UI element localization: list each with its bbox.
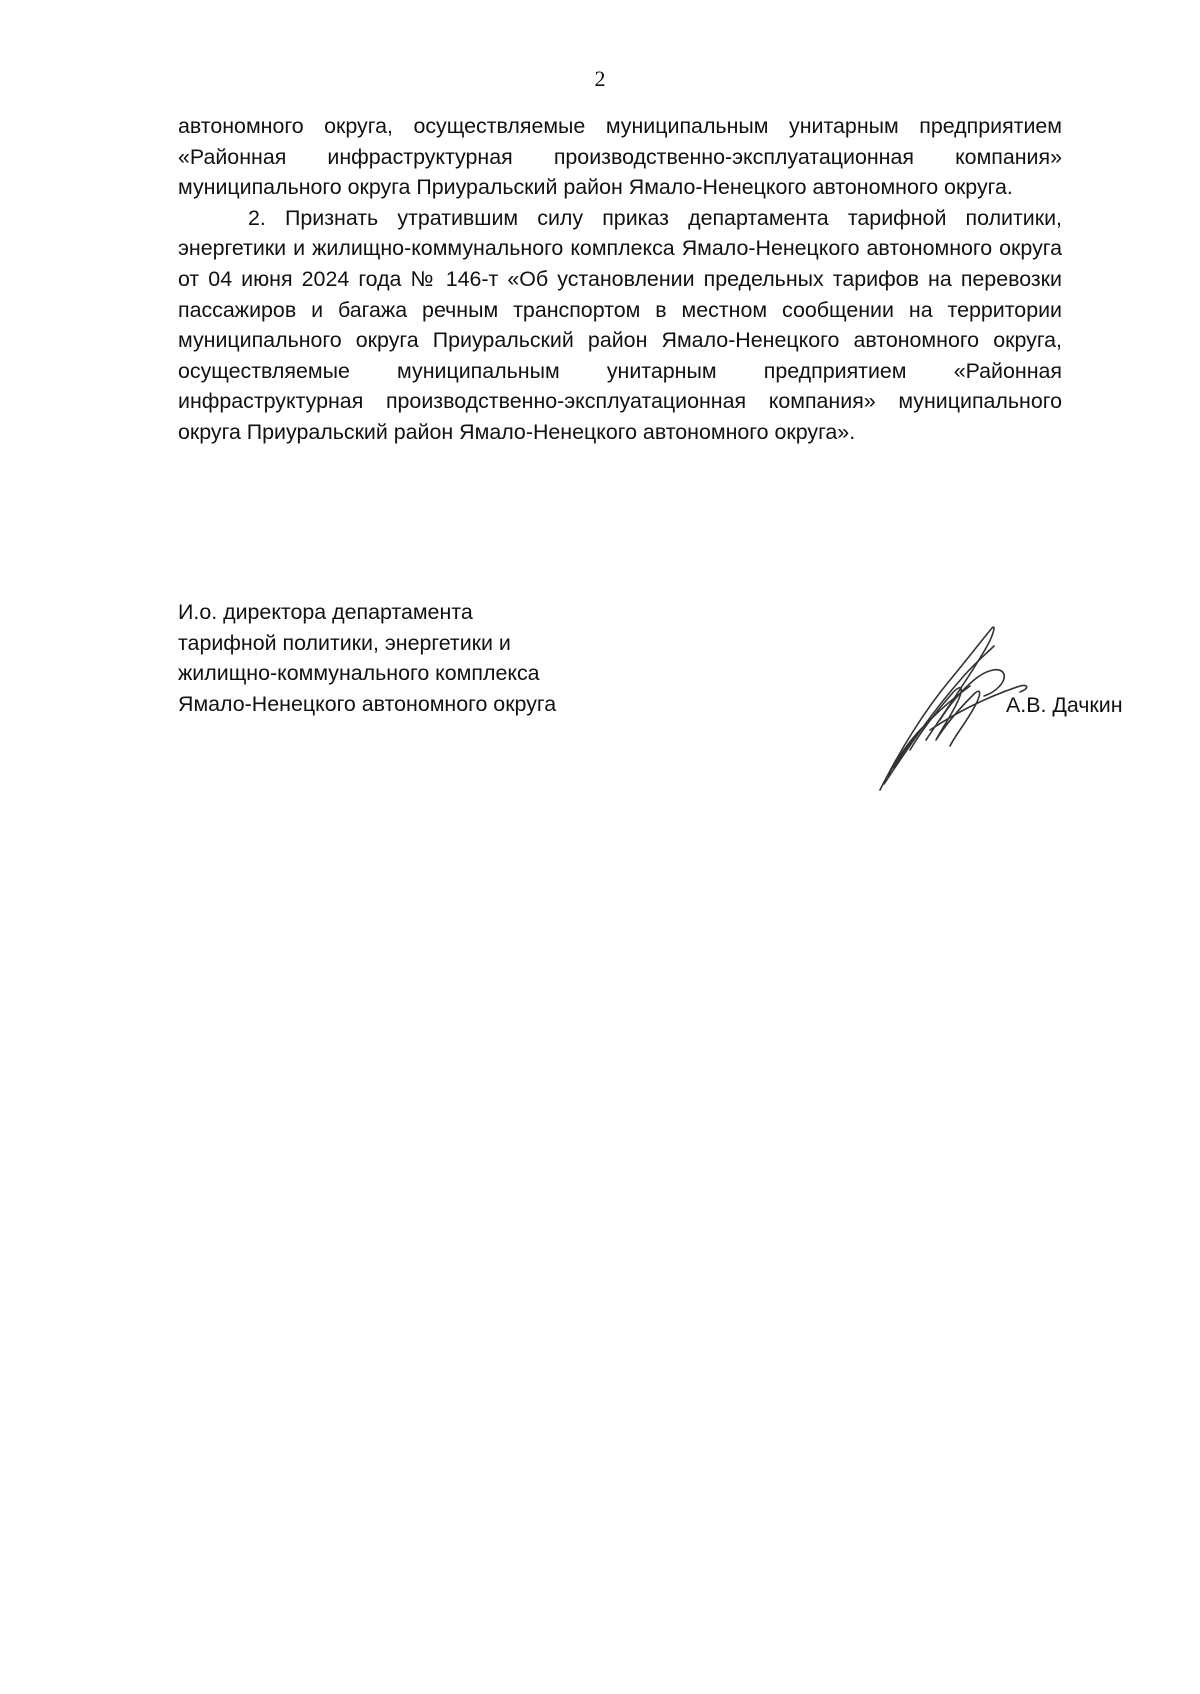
paragraph-continuation: автономного округа, осуществляемые муниципальным унитарным предприятием «Районная инфраструктурная производственно-эксплуатационная компания» муниципального округа Приуральский район Ямало-Ненецкого автономного округа. [178, 114, 1062, 200]
paragraph-item-2: 2. Признать утратившим силу приказ департамента тарифной политики, энергетики и жилищно-коммунального комплекса Ямало-Ненецкого автономного округа от 04 июня 2024 года № 146-т «Об установлении предельных тарифов на перевозки пассажиров и багажа речным транспортом в местном сообщении на территории муниципального округа Приуральский район Ямало-Ненецкого автономного округа, осуществляемые муниципальным унитарным предприятием «Районная инфраструктурная производственно-эксплуатационная компания» муниципального округа Приуральский район Ямало-Ненецкого автономного округа». [178, 205, 1062, 444]
signature-title-block [178, 597, 738, 719]
page-number: 2 [594, 66, 606, 91]
signatory-title-line: Ямало-Ненецкого автономного округа [178, 691, 557, 716]
signatory-title-line: И.о. директора департамента [178, 600, 473, 624]
signer-name: А.В. Дачкин [1006, 693, 1123, 717]
signatory-title-line: тарифной политики, энергетики и [178, 630, 511, 655]
signatory-title-line: жилищно-коммунального комплекса [178, 661, 540, 686]
document-body [178, 111, 1062, 448]
